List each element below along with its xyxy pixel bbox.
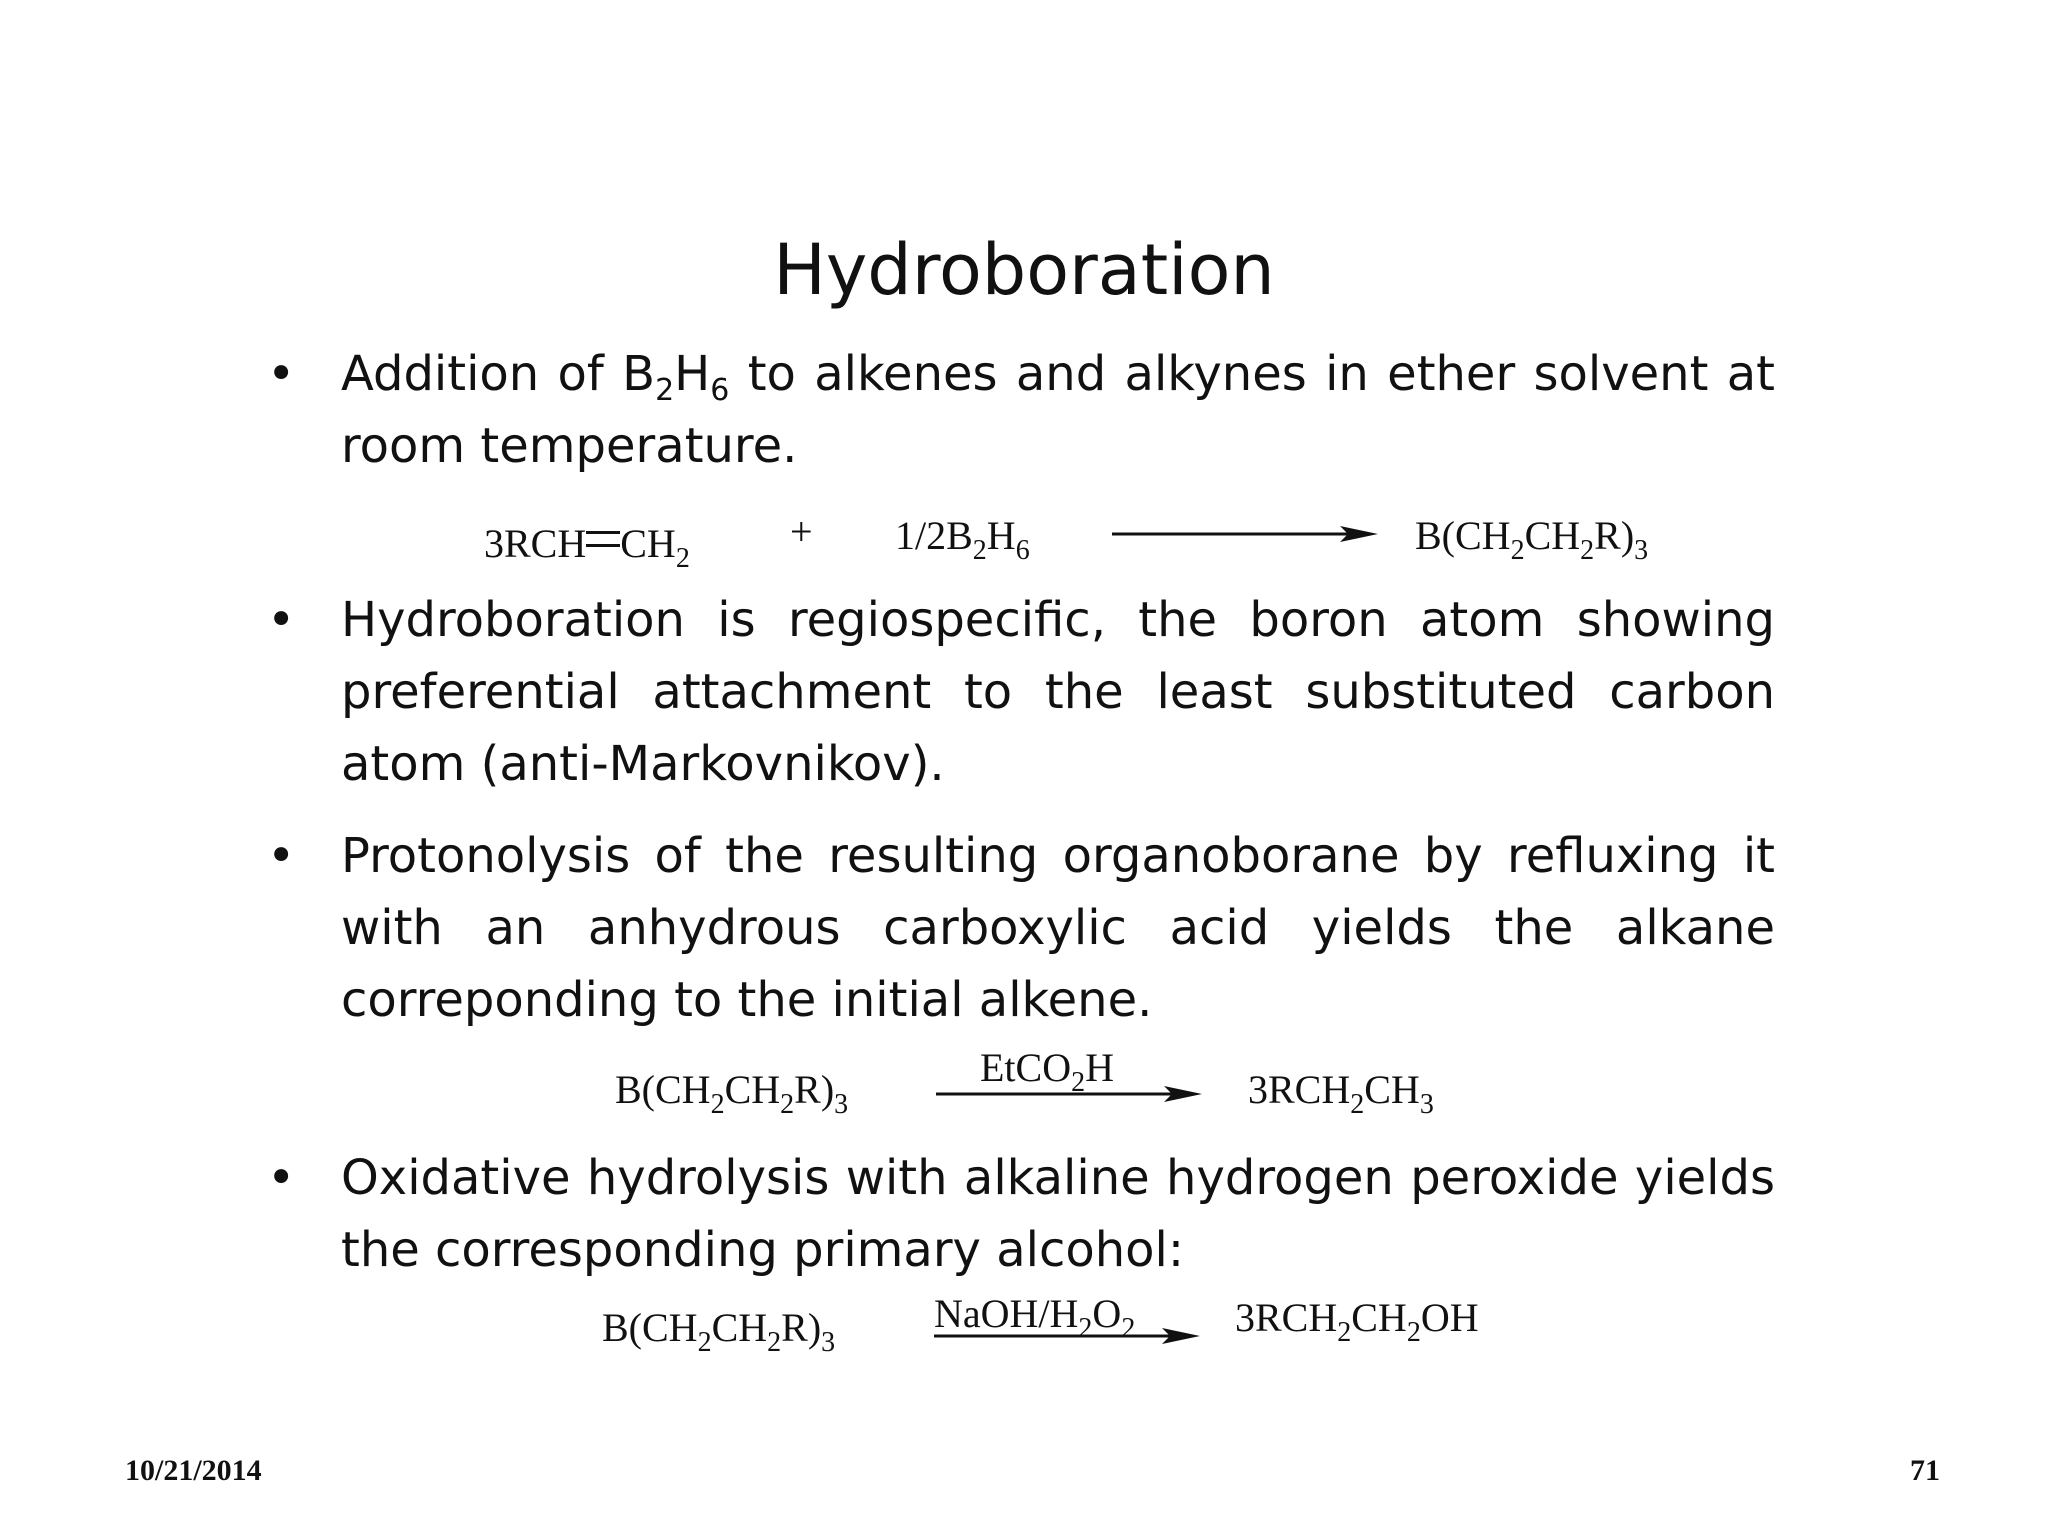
- eq2-condition: EtCO$_2$H: [980, 1045, 1115, 1098]
- reaction-arrow-icon: [1110, 522, 1380, 546]
- bullet-dot: •: [267, 592, 296, 648]
- bullet-4: [267, 1142, 1775, 1286]
- footer-page-number: 71: [1910, 1454, 1940, 1487]
- eq1-reactant-alkene: 3RCH $CH_2$: [484, 521, 690, 574]
- eq3-reactant: $B(CH_2CH_2R)_3$: [602, 1305, 836, 1358]
- double-bond-icon: [586, 531, 620, 547]
- bullet-dot: •: [267, 1150, 296, 1206]
- bullet-dot: •: [267, 828, 296, 884]
- bullet-dot: •: [267, 346, 296, 402]
- bullet-2-text: Hydroboration is regiospecific, the boron atom showing preferential attachment to the least substituted carbon atom (anti-Markovnikov).: [341, 592, 1775, 792]
- bullet-4-text: Oxidative hydrolysis with alkaline hydrogen peroxide yields the corresponding primary alcohol:: [341, 1150, 1775, 1278]
- eq2-product: $3RCH_2CH_3$: [1248, 1067, 1434, 1120]
- bullet-2: [267, 584, 1775, 800]
- bullet-3-text: Protonolysis of the resulting organoborane by refluxing it with an anhydrous carboxylic acid yields the alkane correponding to the initial alkene.: [341, 828, 1775, 1028]
- reaction-arrow-icon: [932, 1324, 1202, 1348]
- eq1-reactant-diborane: $1/2B_2H_6$: [895, 513, 1030, 566]
- eq2-reactant: $B(CH_2CH_2R)_3$: [615, 1067, 849, 1120]
- eq3-product: $3RCH_2CH_2OH$: [1235, 1295, 1479, 1348]
- reaction-arrow-icon: [934, 1082, 1204, 1106]
- footer-date: 10/21/2014: [125, 1454, 262, 1487]
- bullet-1: [267, 338, 1775, 482]
- eq3-condition: NaOH/$H_2O_2$: [934, 1291, 1136, 1344]
- eq1-plus: +: [790, 509, 813, 554]
- slide-title: Hydroboration: [773, 229, 1275, 311]
- bullet-3: [267, 820, 1775, 1036]
- eq1-product: $B(CH_2CH_2R)_3$: [1415, 513, 1649, 566]
- bullet-1-text: Addition of $B_2H_6$ to alkenes and alkynes in ether solvent at room temperature.: [341, 346, 1775, 474]
